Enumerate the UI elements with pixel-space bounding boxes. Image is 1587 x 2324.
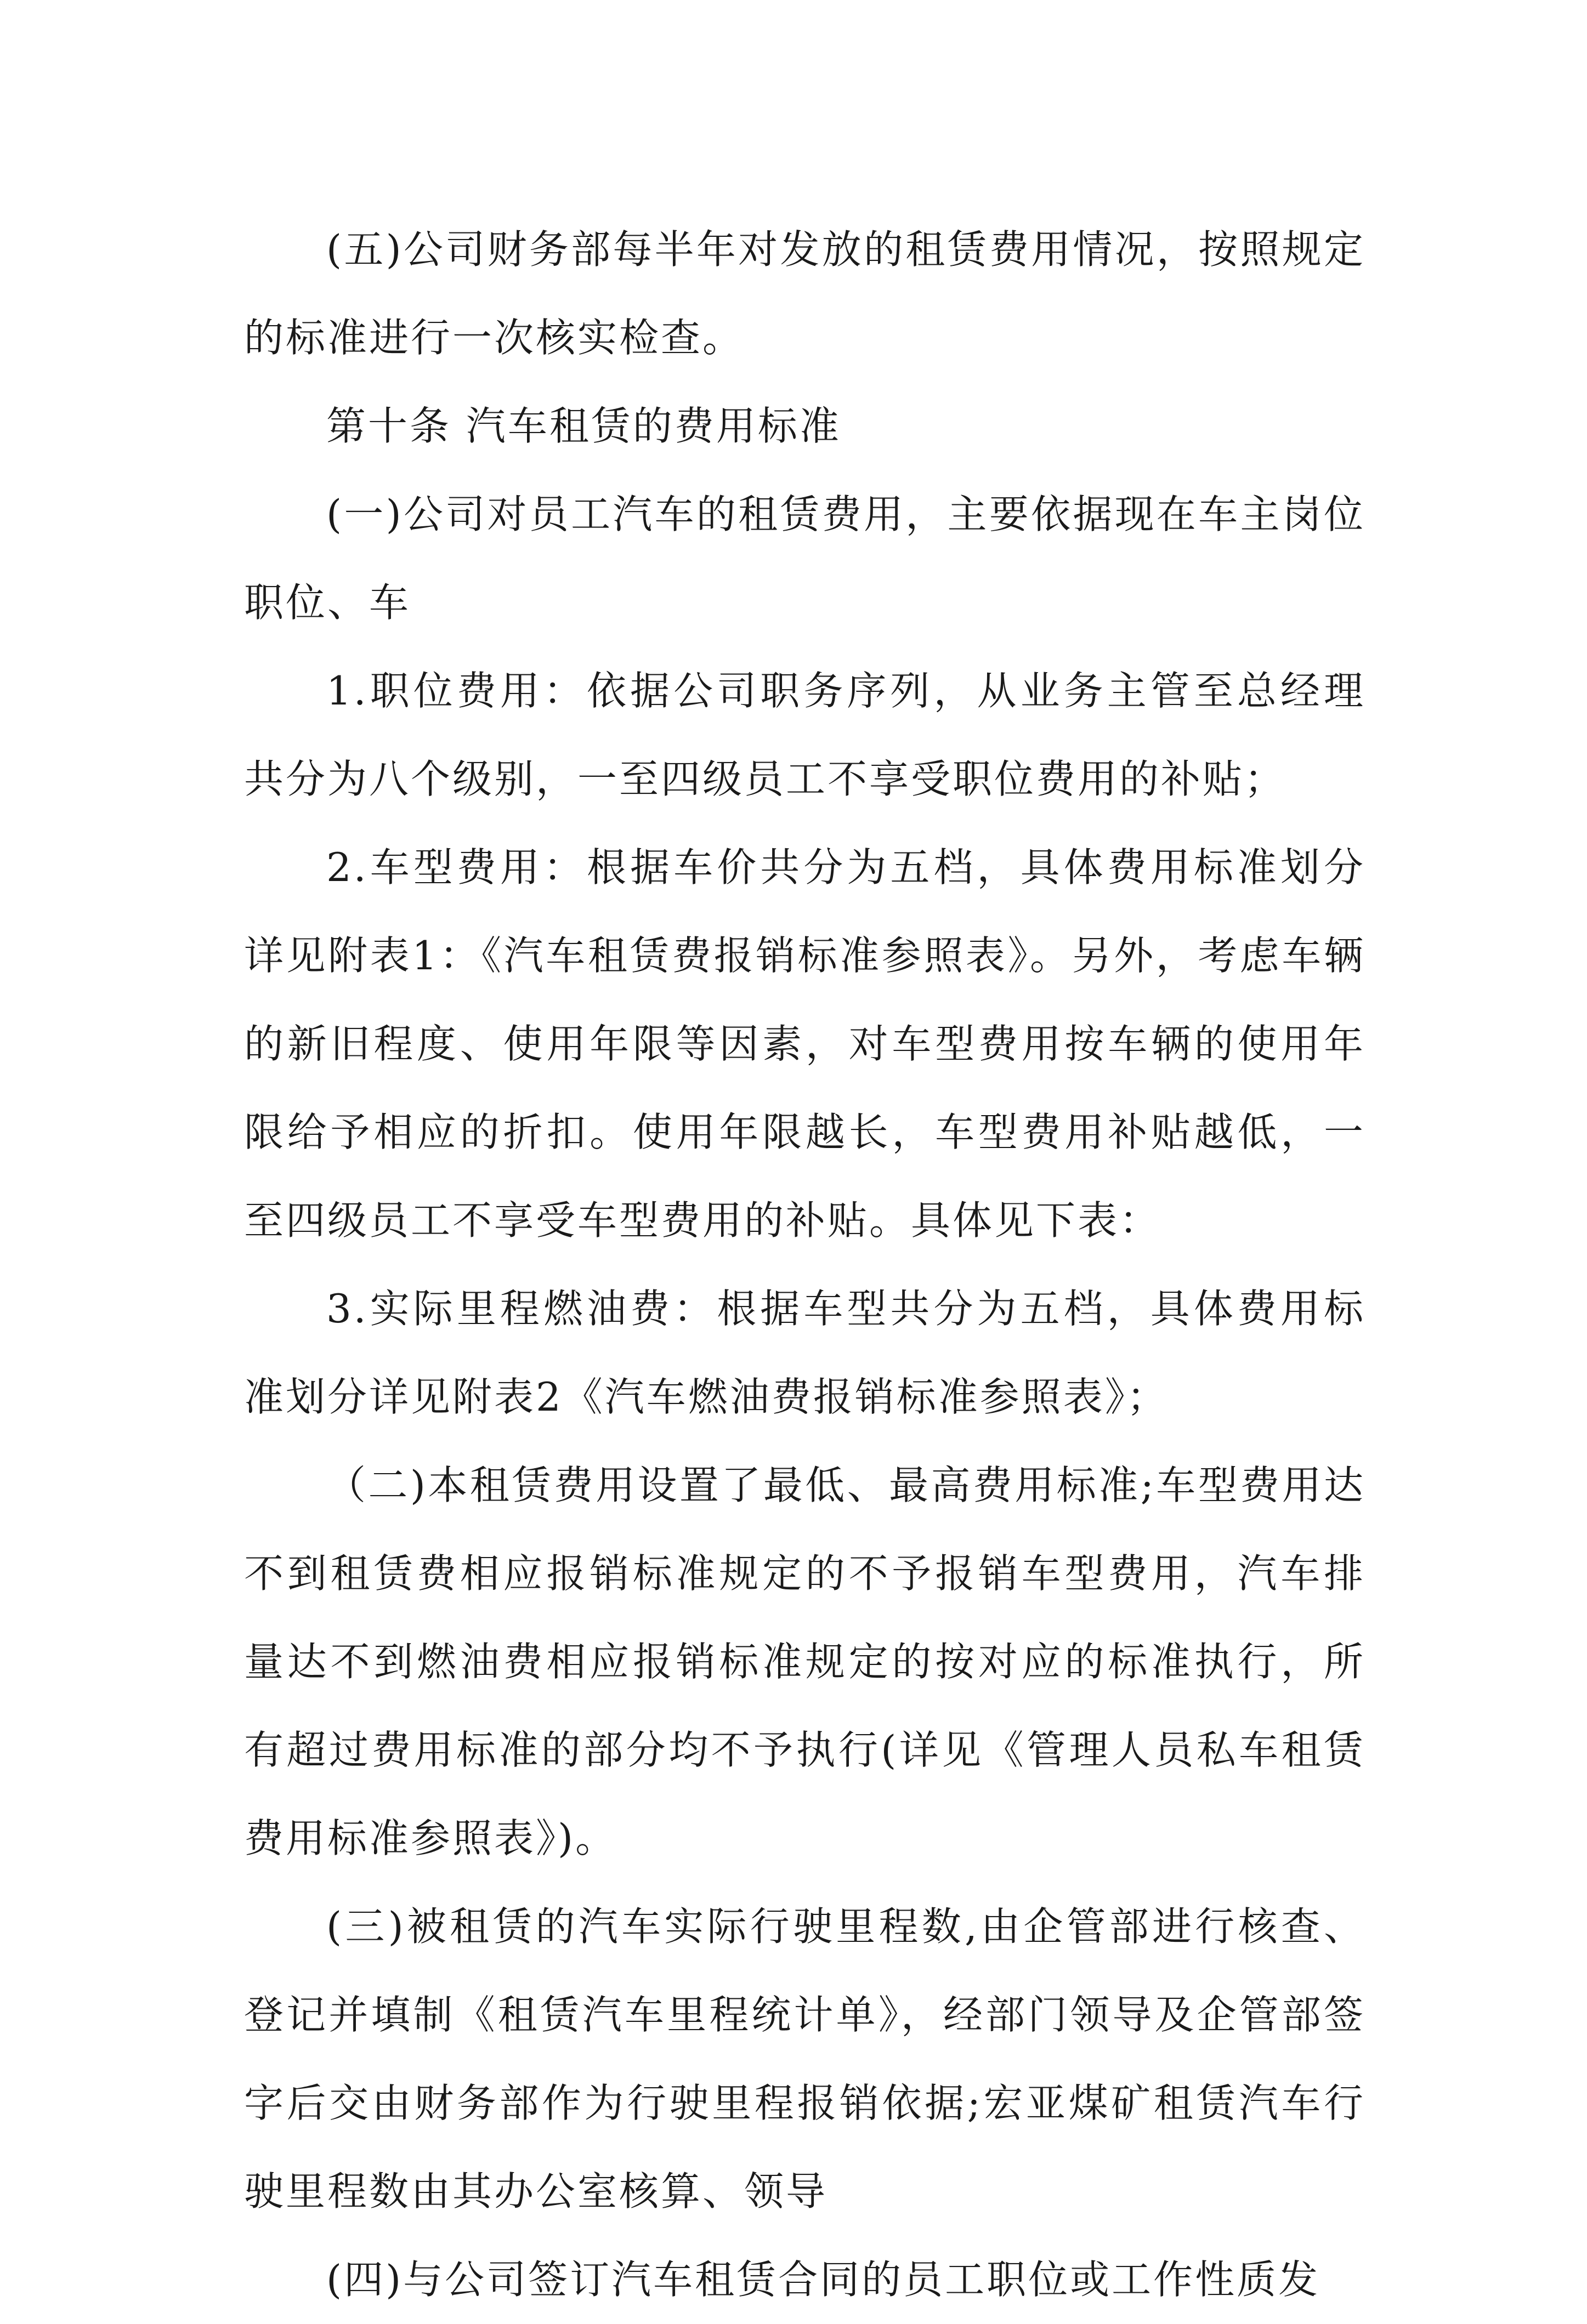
paragraph-vehicle-type-fee: 2.车型费用：根据车价共分为五档，具体费用标准划分详见附表1：《汽车租赁费报销标准参照表》。另外，考虑车辆的新旧程度、使用年限等因素，对车型费用按车辆的使用年限给予相应的折扣。使用年限越长，车型费用补贴越低，一至四级员工不享受车型费用的补贴。具体见下表： (244, 844, 1365, 1243)
paragraph-mileage-verification: (三)被租赁的汽车实际行驶里程数,由企管部进行核查、登记并填制《租赁汽车里程统计单》，经部门领导及企管部签字后交由财务部作为行驶里程报销依据;宏亚煤矿租赁汽车行驶里程数由其办公室核算、领导 (244, 1903, 1365, 2214)
paragraph-position-fee: 1.职位费用：依据公司职务序列，从业务主管至总经理共分为八个级别，一至四级员工不享受职位费用的补贴； (244, 668, 1365, 802)
document-body (244, 206, 1365, 2324)
paragraph-fee-limits: （二)本租赁费用设置了最低、最高费用标准;车型费用达不到租赁费相应报销标准规定的不予报销车型费用，汽车排量达不到燃油费相应报销标准规定的按对应的标准执行，所有超过费用标准的部分均不予执行(详见《管理人员私车租赁费用标准参照表》)。 (244, 1462, 1365, 1861)
paragraph-finance-check: (五)公司财务部每半年对发放的租赁费用情况，按照规定的标准进行一次核实检查。 (244, 226, 1365, 361)
paragraph-fuel-fee: 3.实际里程燃油费：根据车型共分为五档，具体费用标准划分详见附表2《汽车燃油费报销标准参照表》； (244, 1286, 1365, 1420)
paragraph-rental-basis: (一)公司对员工汽车的租赁费用，主要依据现在车主岗位职位、车 (244, 491, 1365, 626)
paragraph-contract-change: (四)与公司签订汽车租赁合同的员工职位或工作性质发 (326, 2257, 1320, 2303)
article-10-heading: 第十条 汽车租赁的费用标准 (326, 403, 841, 449)
